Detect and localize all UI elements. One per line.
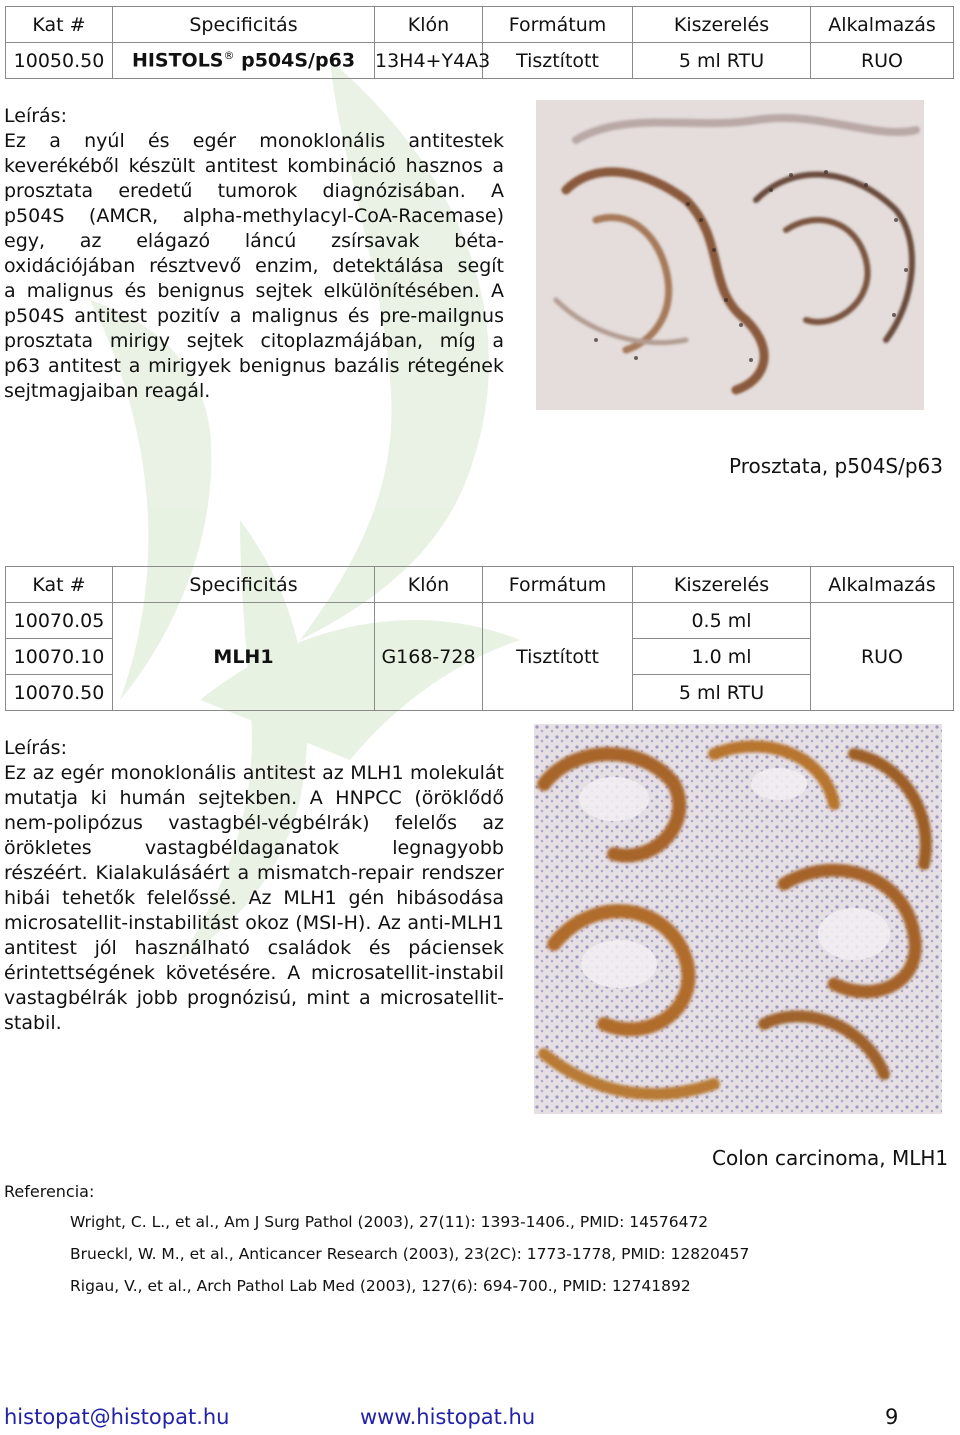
cell-kat: 10070.10 xyxy=(6,639,113,675)
product-table-mlh1 xyxy=(5,566,954,711)
reference-item: Brueckl, W. M., et al., Anticancer Research (2003), 23(2C): 1773-1778, PMID: 12820457 xyxy=(70,1245,750,1263)
cell-klon: 13H4+Y4A3 xyxy=(375,43,483,79)
description-line: nem-polipózus vastagbél-végbélrák) felelős az xyxy=(4,812,504,834)
description-line: microsatellit-instabilitást okoz (MSI-H). Az anti-MLH1 xyxy=(4,912,504,934)
description-line: oxidációjában résztvevő enzim, detektálása segít xyxy=(4,255,504,277)
product-name: HISTOLS xyxy=(131,49,224,72)
references-heading: Referencia: xyxy=(4,1182,95,1201)
description-line: egy, az elágazó láncú zsírsavak béta- xyxy=(4,230,504,252)
cell-kiszereles: 5 ml RTU xyxy=(633,43,811,79)
header-kat: Kat # xyxy=(6,567,113,603)
cell-kat: 10050.50 xyxy=(6,43,113,79)
description-mlh1 xyxy=(4,736,504,1036)
header-specificitas: Specificitás xyxy=(113,7,375,43)
description-line: prosztata eredetű tumorok diagnózisában. A xyxy=(4,180,504,202)
header-kat: Kat # xyxy=(6,7,113,43)
table-header-row xyxy=(6,7,954,43)
header-klon: Klón xyxy=(375,7,483,43)
description-line: hibái tehetők felelőssé. Az MLH1 gén hibásodása xyxy=(4,887,504,909)
table-row xyxy=(6,43,954,79)
cell-formatum: Tisztított xyxy=(483,603,633,711)
header-specificitas: Specificitás xyxy=(113,567,375,603)
description-line: keverékéből készült antitest kombináció hasznos a xyxy=(4,155,504,177)
page-number: 9 xyxy=(885,1405,899,1429)
cell-specificitas xyxy=(113,43,375,79)
footer-website-link[interactable]: www.histopat.hu xyxy=(360,1405,536,1429)
table-header-row xyxy=(6,567,954,603)
header-klon: Klón xyxy=(375,567,483,603)
header-alkalmazas: Alkalmazás xyxy=(811,567,954,603)
description-heading: Leírás: xyxy=(4,105,67,127)
table-row xyxy=(6,603,954,639)
reference-item: Wright, C. L., et al., Am J Surg Pathol (2003), 27(11): 1393-1406., PMID: 14576472 xyxy=(70,1213,709,1231)
description-line: vastagbélrák jobb prognózisú, mint a microsatellit- xyxy=(4,987,504,1009)
header-kiszereles: Kiszerelés xyxy=(633,7,811,43)
cell-alkalmazas: RUO xyxy=(811,603,954,711)
prostate-histology-image xyxy=(536,100,924,410)
image-caption-prostate: Prosztata, p504S/p63 xyxy=(729,454,944,478)
cell-kat: 10070.05 xyxy=(6,603,113,639)
cell-kiszereles: 0.5 ml xyxy=(633,603,811,639)
cell-formatum: Tisztított xyxy=(483,43,633,79)
colon-carcinoma-histology-image xyxy=(534,724,942,1114)
description-line: p504S antitest pozitív a malignus és pre-mailgnus xyxy=(4,305,504,327)
description-line: érintettségének követésére. A microsatellit-instabil xyxy=(4,962,504,984)
description-p504s xyxy=(4,104,504,404)
cell-alkalmazas: RUO xyxy=(811,43,954,79)
cell-kiszereles: 5 ml RTU xyxy=(633,675,811,711)
description-line: stabil. xyxy=(4,1012,62,1034)
product-name: MLH1 xyxy=(213,645,274,668)
product-table-histols xyxy=(5,6,954,79)
description-line: mutatja ki humán sejtekben. A HNPCC (öröklődő xyxy=(4,787,504,809)
header-kiszereles: Kiszerelés xyxy=(633,567,811,603)
registered-mark: ® xyxy=(223,49,235,63)
cell-specificitas xyxy=(113,603,375,711)
product-name-rest: p504S/p63 xyxy=(234,49,356,72)
reference-item: Rigau, V., et al., Arch Pathol Lab Med (2003), 127(6): 694-700., PMID: 12741892 xyxy=(70,1277,691,1295)
footer-email-link[interactable]: histopat@histopat.hu xyxy=(4,1405,230,1429)
header-alkalmazas: Alkalmazás xyxy=(811,7,954,43)
description-line: antitest jól használható családok és páciensek xyxy=(4,937,504,959)
cell-kat: 10070.50 xyxy=(6,675,113,711)
description-line: Ez a nyúl és egér monoklonális antitestek xyxy=(4,130,504,152)
description-line: prosztata mirigy sejtek citoplazmájában, míg a xyxy=(4,330,504,352)
description-line: p63 antitest a mirigyek benignus bazális rétegének xyxy=(4,355,504,377)
image-caption-colon: Colon carcinoma, MLH1 xyxy=(712,1146,949,1170)
cell-kiszereles: 1.0 ml xyxy=(633,639,811,675)
description-heading: Leírás: xyxy=(4,737,67,759)
cell-klon: G168-728 xyxy=(375,603,483,711)
description-line: részéért. Kialakulásáért a mismatch-repair rendszer xyxy=(4,862,504,884)
header-formatum: Formátum xyxy=(483,567,633,603)
description-line: Ez az egér monoklonális antitest az MLH1 molekulát xyxy=(4,762,504,784)
description-line: örökletes vastagbéldaganatok legnagyobb xyxy=(4,837,504,859)
description-line: sejtmagjaiban reagál. xyxy=(4,380,211,402)
header-formatum: Formátum xyxy=(483,7,633,43)
description-line: p504S (AMCR, alpha-methylacyl-CoA-Racemase) xyxy=(4,205,504,227)
description-line: a malignus és benignus sejtek elkülönítésében. A xyxy=(4,280,504,302)
